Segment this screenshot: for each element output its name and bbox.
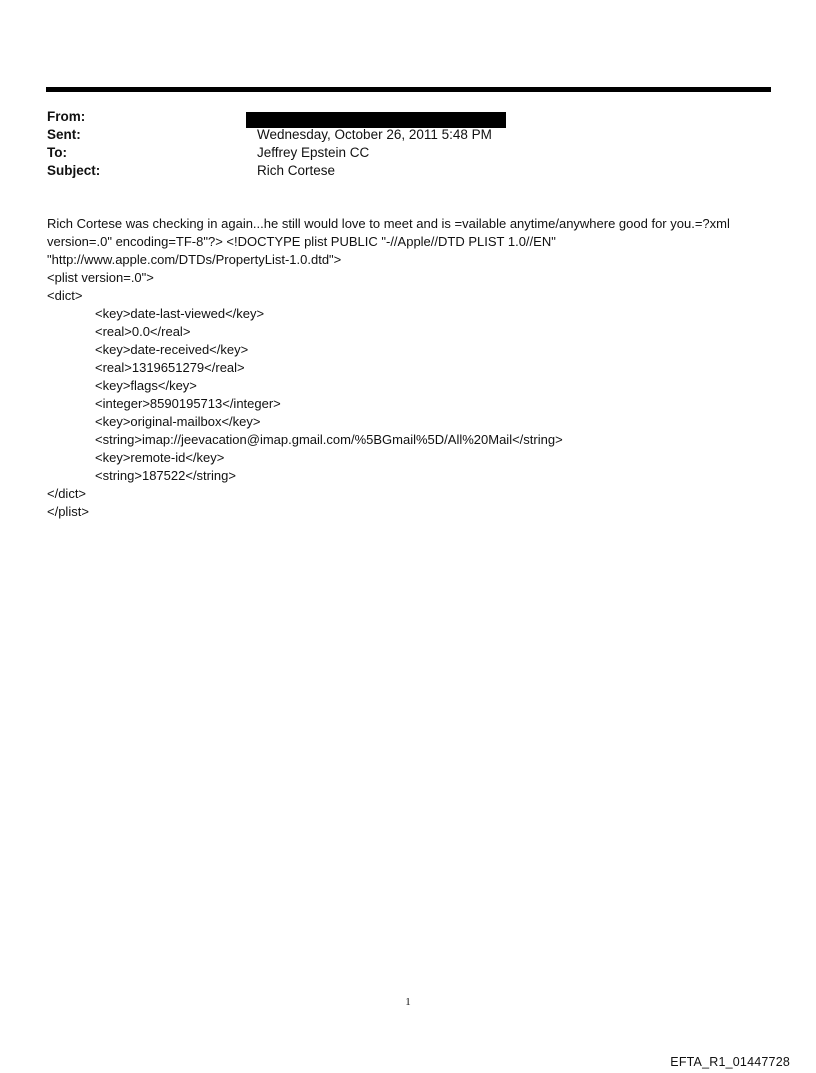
sent-label: Sent: — [47, 127, 81, 142]
plist-entry: <string>imap://jeevacation@imap.gmail.com/%5BGmail%5D/All%20Mail</string> — [95, 432, 563, 447]
plist-entry: <key>date-last-viewed</key> — [95, 306, 265, 321]
to-row — [47, 144, 767, 162]
plist-entry: <real>0.0</real> — [95, 324, 191, 339]
dict-open: <dict> — [47, 288, 83, 303]
plist-entry: <key>date-received</key> — [95, 342, 249, 357]
dict-close: </dict> — [47, 486, 87, 501]
sent-value: Wednesday, October 26, 2011 5:48 PM — [257, 127, 492, 142]
to-label: To: — [47, 145, 67, 160]
plist-entry: <string>187522</string> — [95, 468, 236, 483]
document-id: EFTA_R1_01447728 — [670, 1055, 790, 1069]
plist-close: </plist> — [47, 504, 89, 519]
subject-label: Subject: — [47, 163, 101, 178]
to-value: Jeffrey Epstein CC — [257, 145, 370, 160]
body-line-2: version=.0" encoding=TF-8"?> <!DOCTYPE plist PUBLIC "-//Apple//DTD PLIST 1.0//EN" — [47, 234, 556, 249]
body-line-3: "http://www.apple.com/DTDs/PropertyList-1.0.dtd"> — [47, 252, 342, 267]
plist-entry: <integer>8590195713</integer> — [95, 396, 281, 411]
email-header — [47, 108, 767, 180]
email-body — [47, 215, 769, 521]
subject-value: Rich Cortese — [257, 163, 336, 178]
from-label: From: — [47, 109, 86, 124]
plist-entry: <key>original-mailbox</key> — [95, 414, 261, 429]
plist-open: <plist version=.0"> — [47, 270, 154, 285]
from-row — [47, 108, 767, 126]
page-number: 1 — [405, 996, 411, 1008]
header-divider — [46, 87, 771, 92]
subject-row — [47, 162, 767, 180]
sent-row — [47, 126, 767, 144]
body-line-1: Rich Cortese was checking in again...he still would love to meet and is =vailable anytime/anywhere good for you.=?xml — [47, 216, 730, 231]
plist-entry: <key>flags</key> — [95, 378, 197, 393]
plist-entry: <key>remote-id</key> — [95, 450, 225, 465]
plist-entry: <real>1319651279</real> — [95, 360, 245, 375]
